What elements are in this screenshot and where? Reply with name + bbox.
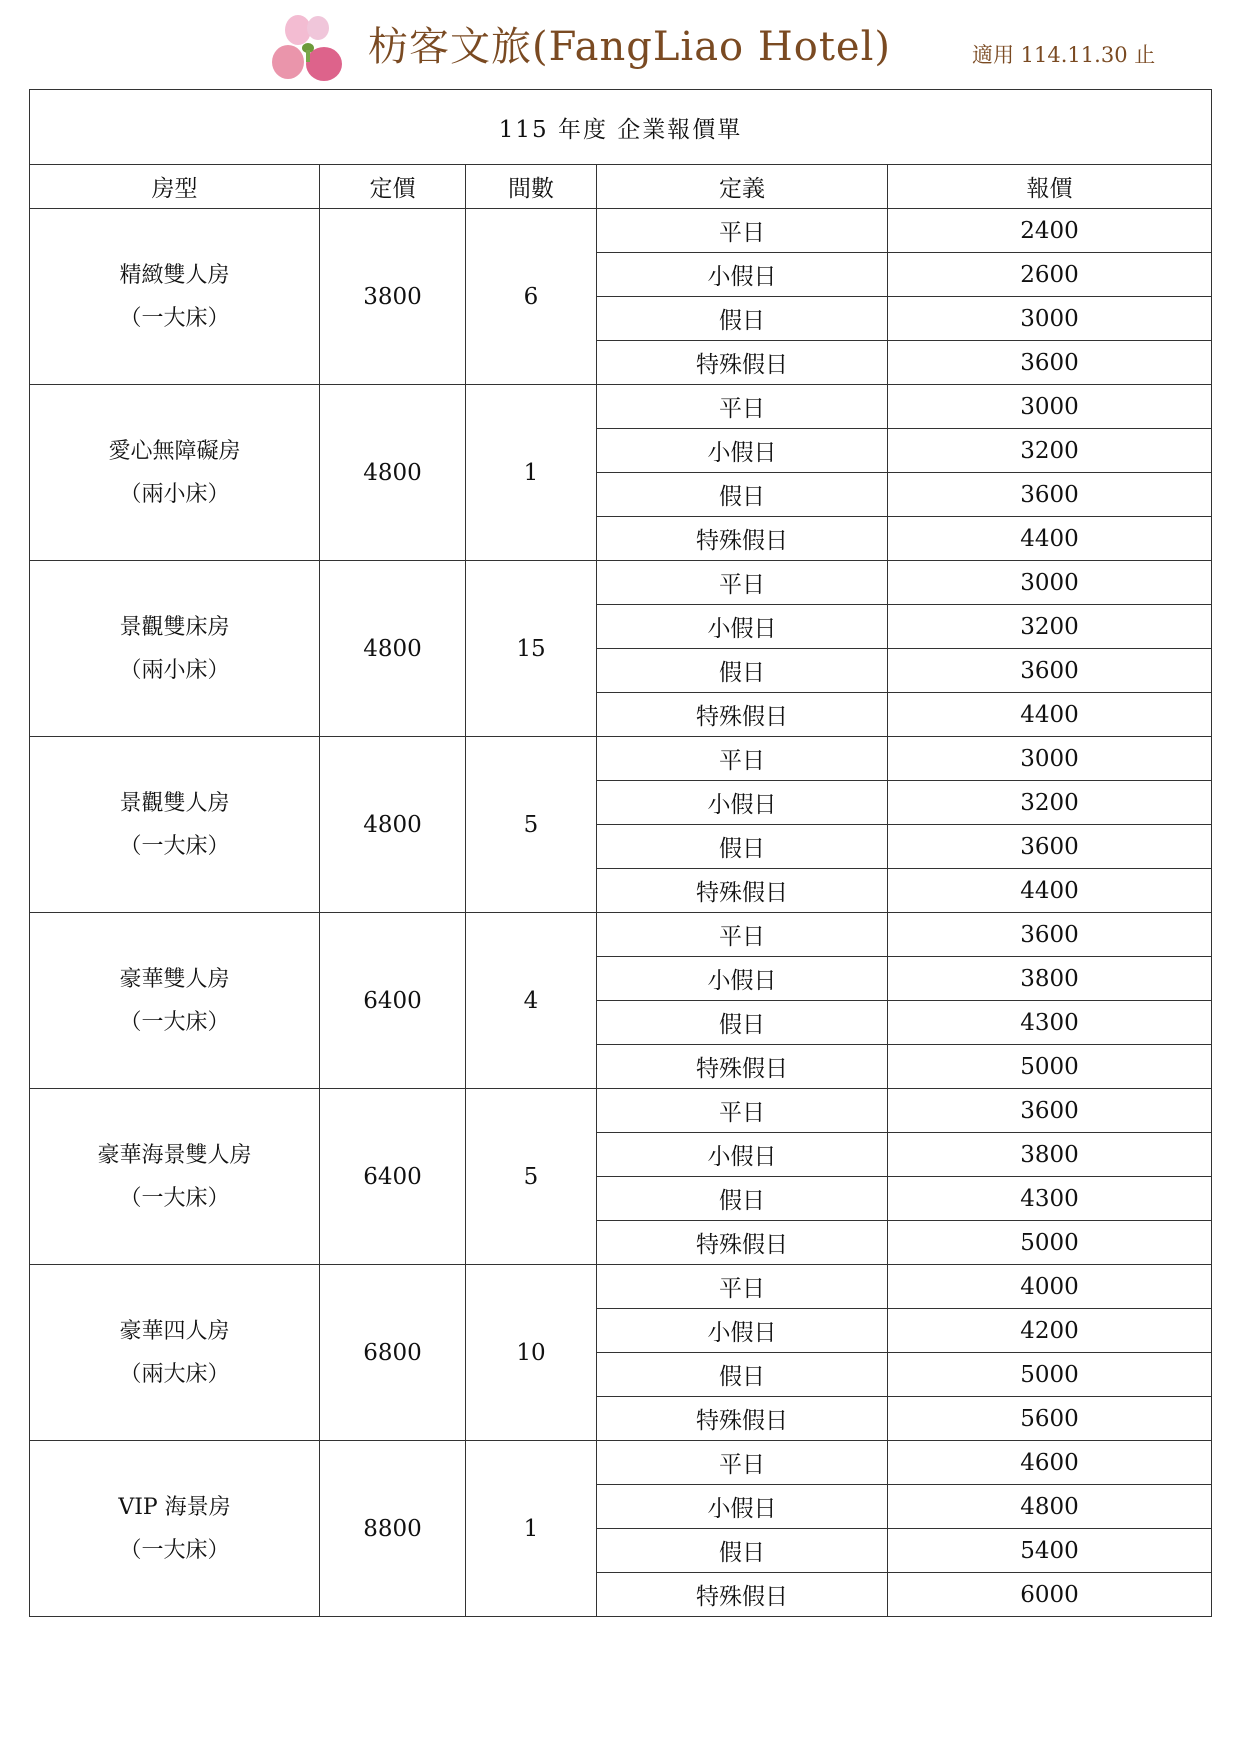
rate-definition-cell: 特殊假日	[597, 1045, 888, 1089]
rate-definition-cell: 假日	[597, 825, 888, 869]
rate-price-cell: 3600	[888, 825, 1212, 869]
valid-until-note: 適用 114.11.30 止	[972, 43, 1156, 67]
rate-definition-cell: 小假日	[597, 429, 888, 473]
rate-definition-cell: 假日	[597, 1529, 888, 1573]
rate-definition-cell: 特殊假日	[597, 869, 888, 913]
rate-definition-cell: 小假日	[597, 957, 888, 1001]
rate-price-cell: 3600	[888, 473, 1212, 517]
room-table-body	[30, 209, 1212, 1617]
rate-definition-cell: 特殊假日	[597, 693, 888, 737]
rate-price-cell: 3200	[888, 429, 1212, 473]
room-bed: （一大床）	[119, 833, 230, 859]
table-title: 115 年度 企業報價單	[30, 90, 1212, 165]
room-bed: （兩大床）	[119, 1361, 230, 1387]
rate-price-cell: 6000	[888, 1573, 1212, 1617]
list-price-cell: 8800	[320, 1441, 466, 1617]
rate-price-cell: 3000	[888, 385, 1212, 429]
room-count-cell: 4	[466, 913, 597, 1089]
room-type-cell	[30, 209, 320, 385]
rate-price-cell: 3200	[888, 605, 1212, 649]
col-header-room-count: 間數	[466, 165, 597, 209]
table-row	[30, 1089, 1212, 1133]
rate-price-cell: 5000	[888, 1353, 1212, 1397]
rate-definition-cell: 特殊假日	[597, 1397, 888, 1441]
rate-definition-cell: 平日	[597, 1265, 888, 1309]
room-type-cell	[30, 913, 320, 1089]
rate-definition-cell: 假日	[597, 473, 888, 517]
room-type-cell	[30, 385, 320, 561]
col-header-definition: 定義	[597, 165, 888, 209]
room-name: 豪華海景雙人房	[97, 1142, 252, 1168]
rate-definition-cell: 假日	[597, 649, 888, 693]
table-row	[30, 913, 1212, 957]
rate-price-cell: 3600	[888, 649, 1212, 693]
rate-definition-cell: 小假日	[597, 1485, 888, 1529]
rate-price-cell: 4300	[888, 1177, 1212, 1221]
table-row	[30, 1265, 1212, 1309]
room-bed: （兩小床）	[119, 481, 230, 507]
rate-price-cell: 2600	[888, 253, 1212, 297]
room-name: 豪華四人房	[119, 1318, 230, 1344]
rate-price-cell: 3000	[888, 737, 1212, 781]
room-name: 景觀雙人房	[119, 790, 230, 816]
table-row	[30, 561, 1212, 605]
room-count-cell: 6	[466, 209, 597, 385]
rate-definition-cell: 小假日	[597, 1133, 888, 1177]
rate-price-cell: 4000	[888, 1265, 1212, 1309]
room-type-cell	[30, 1441, 320, 1617]
rate-definition-cell: 平日	[597, 209, 888, 253]
table-title-row	[30, 90, 1212, 165]
room-count-cell: 1	[466, 385, 597, 561]
rate-price-cell: 5600	[888, 1397, 1212, 1441]
rate-price-cell: 3000	[888, 297, 1212, 341]
room-bed: （一大床）	[119, 1009, 230, 1035]
table-row	[30, 1441, 1212, 1485]
table-row	[30, 737, 1212, 781]
rate-price-cell: 4400	[888, 517, 1212, 561]
rate-price-cell: 5400	[888, 1529, 1212, 1573]
room-type-cell	[30, 561, 320, 737]
list-price-cell: 4800	[320, 561, 466, 737]
rate-price-cell: 3800	[888, 957, 1212, 1001]
rate-price-cell: 4300	[888, 1001, 1212, 1045]
room-name: 愛心無障礙房	[108, 438, 241, 464]
table-row	[30, 209, 1212, 253]
rate-price-cell: 3200	[888, 781, 1212, 825]
list-price-cell: 6400	[320, 913, 466, 1089]
hotel-name: 枋客文旅(FangLiao Hotel)	[368, 24, 891, 70]
rate-definition-cell: 小假日	[597, 1309, 888, 1353]
rate-definition-cell: 特殊假日	[597, 341, 888, 385]
room-name: 景觀雙床房	[119, 614, 230, 640]
rate-price-cell: 5000	[888, 1221, 1212, 1265]
rate-definition-cell: 平日	[597, 737, 888, 781]
room-count-cell: 15	[466, 561, 597, 737]
list-price-cell: 4800	[320, 737, 466, 913]
rate-price-cell: 4600	[888, 1441, 1212, 1485]
rate-price-cell: 4400	[888, 869, 1212, 913]
list-price-cell: 6400	[320, 1089, 466, 1265]
room-bed: （兩小床）	[119, 657, 230, 683]
rate-price-cell: 3600	[888, 1089, 1212, 1133]
room-type-cell	[30, 737, 320, 913]
room-count-cell: 5	[466, 1089, 597, 1265]
rate-price-cell: 4800	[888, 1485, 1212, 1529]
rate-price-cell: 4200	[888, 1309, 1212, 1353]
rate-price-cell: 3600	[888, 913, 1212, 957]
col-header-quote: 報價	[888, 165, 1212, 209]
room-name: VIP 海景房	[118, 1494, 231, 1520]
col-header-room-type: 房型	[30, 165, 320, 209]
table-header-row	[30, 165, 1212, 209]
rate-definition-cell: 假日	[597, 297, 888, 341]
rate-price-cell: 3800	[888, 1133, 1212, 1177]
rate-definition-cell: 特殊假日	[597, 1573, 888, 1617]
room-bed: （一大床）	[119, 1185, 230, 1211]
rate-price-cell: 5000	[888, 1045, 1212, 1089]
room-count-cell: 1	[466, 1441, 597, 1617]
page-header	[0, 0, 1241, 90]
rate-price-cell: 3600	[888, 341, 1212, 385]
rate-definition-cell: 平日	[597, 1441, 888, 1485]
flower-logo-icon	[268, 12, 348, 86]
rate-price-cell: 3000	[888, 561, 1212, 605]
rate-definition-cell: 特殊假日	[597, 1221, 888, 1265]
list-price-cell: 3800	[320, 209, 466, 385]
rate-definition-cell: 假日	[597, 1177, 888, 1221]
room-bed: （一大床）	[119, 305, 230, 331]
rate-price-cell: 2400	[888, 209, 1212, 253]
room-count-cell: 5	[466, 737, 597, 913]
rate-definition-cell: 平日	[597, 385, 888, 429]
rate-definition-cell: 平日	[597, 913, 888, 957]
room-name: 豪華雙人房	[119, 966, 230, 992]
rate-definition-cell: 小假日	[597, 781, 888, 825]
rate-definition-cell: 假日	[597, 1353, 888, 1397]
room-type-cell	[30, 1265, 320, 1441]
room-name: 精緻雙人房	[119, 262, 230, 288]
room-type-cell	[30, 1089, 320, 1265]
rate-price-cell: 4400	[888, 693, 1212, 737]
room-count-cell: 10	[466, 1265, 597, 1441]
room-bed: （一大床）	[119, 1537, 230, 1563]
table-row	[30, 385, 1212, 429]
quote-table	[29, 89, 1212, 1617]
rate-definition-cell: 平日	[597, 561, 888, 605]
rate-definition-cell: 特殊假日	[597, 517, 888, 561]
rate-definition-cell: 平日	[597, 1089, 888, 1133]
rate-definition-cell: 小假日	[597, 253, 888, 297]
rate-definition-cell: 小假日	[597, 605, 888, 649]
col-header-list-price: 定價	[320, 165, 466, 209]
rate-definition-cell: 假日	[597, 1001, 888, 1045]
list-price-cell: 4800	[320, 385, 466, 561]
list-price-cell: 6800	[320, 1265, 466, 1441]
